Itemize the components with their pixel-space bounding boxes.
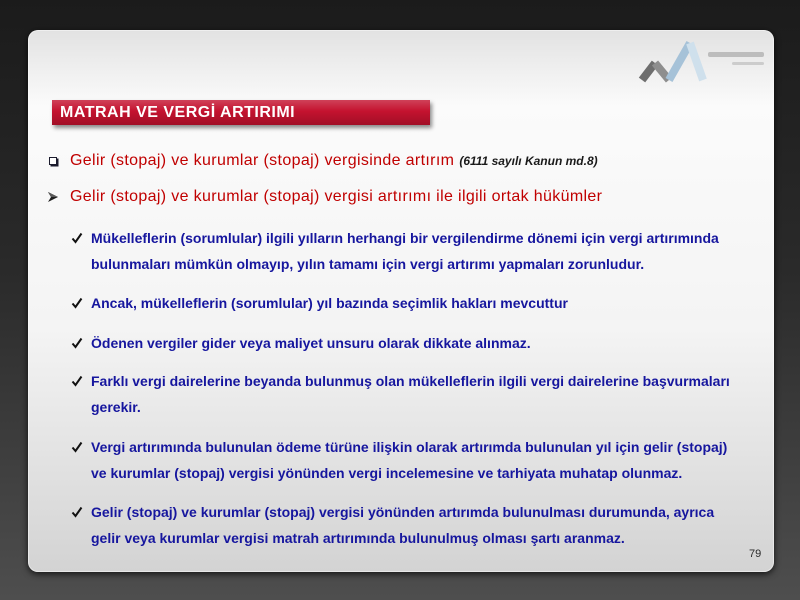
sub-bullet-line: ve kurumlar (stopaj) vergisi yönünden vergi incelemesine ve tarhiyata muhatap olunmaz.: [91, 465, 683, 481]
check-icon: [71, 506, 83, 518]
sub-bullet-text: [91, 290, 568, 316]
sub-bullet-text: [91, 368, 730, 420]
bullet-item: [0, 151, 760, 171]
sub-bullet-line: Vergi artırımında bulunulan ödeme türüne ilişkin olarak artırımda bulunulan yıl için gelir (stopaj): [91, 439, 728, 455]
check-icon: [71, 337, 83, 349]
bullet-item: [0, 187, 760, 207]
check-icon: [71, 297, 83, 309]
sub-bullet-line: bulunmaları mümkün olmayıp, yılın tamamı için vergi artırımı yapmaları zorunludur.: [91, 256, 645, 272]
sub-bullet-line: gelir veya kurumlar vergisi matrah artırımında bulunulmuş olması şartı aranmaz.: [91, 530, 625, 546]
law-reference: (6111 sayılı Kanun md.8): [459, 154, 598, 168]
bullet-text: Gelir (stopaj) ve kurumlar (stopaj) vergisinde artırım: [70, 152, 455, 169]
sub-bullet-text: [91, 434, 727, 486]
arrow-bullet-icon: [48, 192, 58, 202]
slide-title: MATRAH VE VERGİ ARTIRIMI: [60, 104, 296, 121]
bullet-line: [70, 187, 602, 207]
company-logo-icon: [638, 38, 770, 84]
check-icon: [71, 441, 83, 453]
bullet-line: [70, 151, 598, 171]
sub-bullet-text: [91, 330, 531, 356]
check-icon: [71, 375, 83, 387]
bullet-text: Gelir (stopaj) ve kurumlar (stopaj) vergisi artırımı ile ilgili ortak hükümler: [70, 188, 603, 205]
logo-stroke: [669, 43, 690, 80]
square-bullet-icon: [49, 157, 57, 165]
page-number: 79: [749, 548, 762, 560]
sub-bullet-line: Mükelleflerin (sorumlular) ilgili yılların herhangi bir vergilendirme dönemi için vergi artırımında: [91, 230, 719, 246]
sub-bullet-text: [91, 499, 714, 551]
sub-bullet-line: Ödenen vergiler gider veya maliyet unsuru olarak dikkate alınmaz.: [91, 335, 531, 351]
sub-bullet-line: Gelir (stopaj) ve kurumlar (stopaj) vergisi yönünden artırımda bulunulması durumunda, ayrıca: [91, 504, 715, 520]
sub-bullet-line: Farklı vergi dairelerine beyanda bulunmuş olan mükelleflerin ilgili vergi dairelerine başvurmaları: [91, 373, 730, 389]
sub-bullet-line: Ancak, mükelleflerin (sorumlular) yıl bazında seçimlik hakları mevcuttur: [91, 295, 568, 311]
sub-bullet-line: gerekir.: [91, 399, 141, 415]
sub-bullet-text: [91, 225, 719, 277]
check-icon: [71, 232, 83, 244]
logo-wordmark-shape: [708, 52, 764, 57]
logo-tagline-shape: [732, 62, 764, 65]
slide-title-bar: [52, 100, 430, 125]
logo-stroke: [690, 43, 703, 80]
